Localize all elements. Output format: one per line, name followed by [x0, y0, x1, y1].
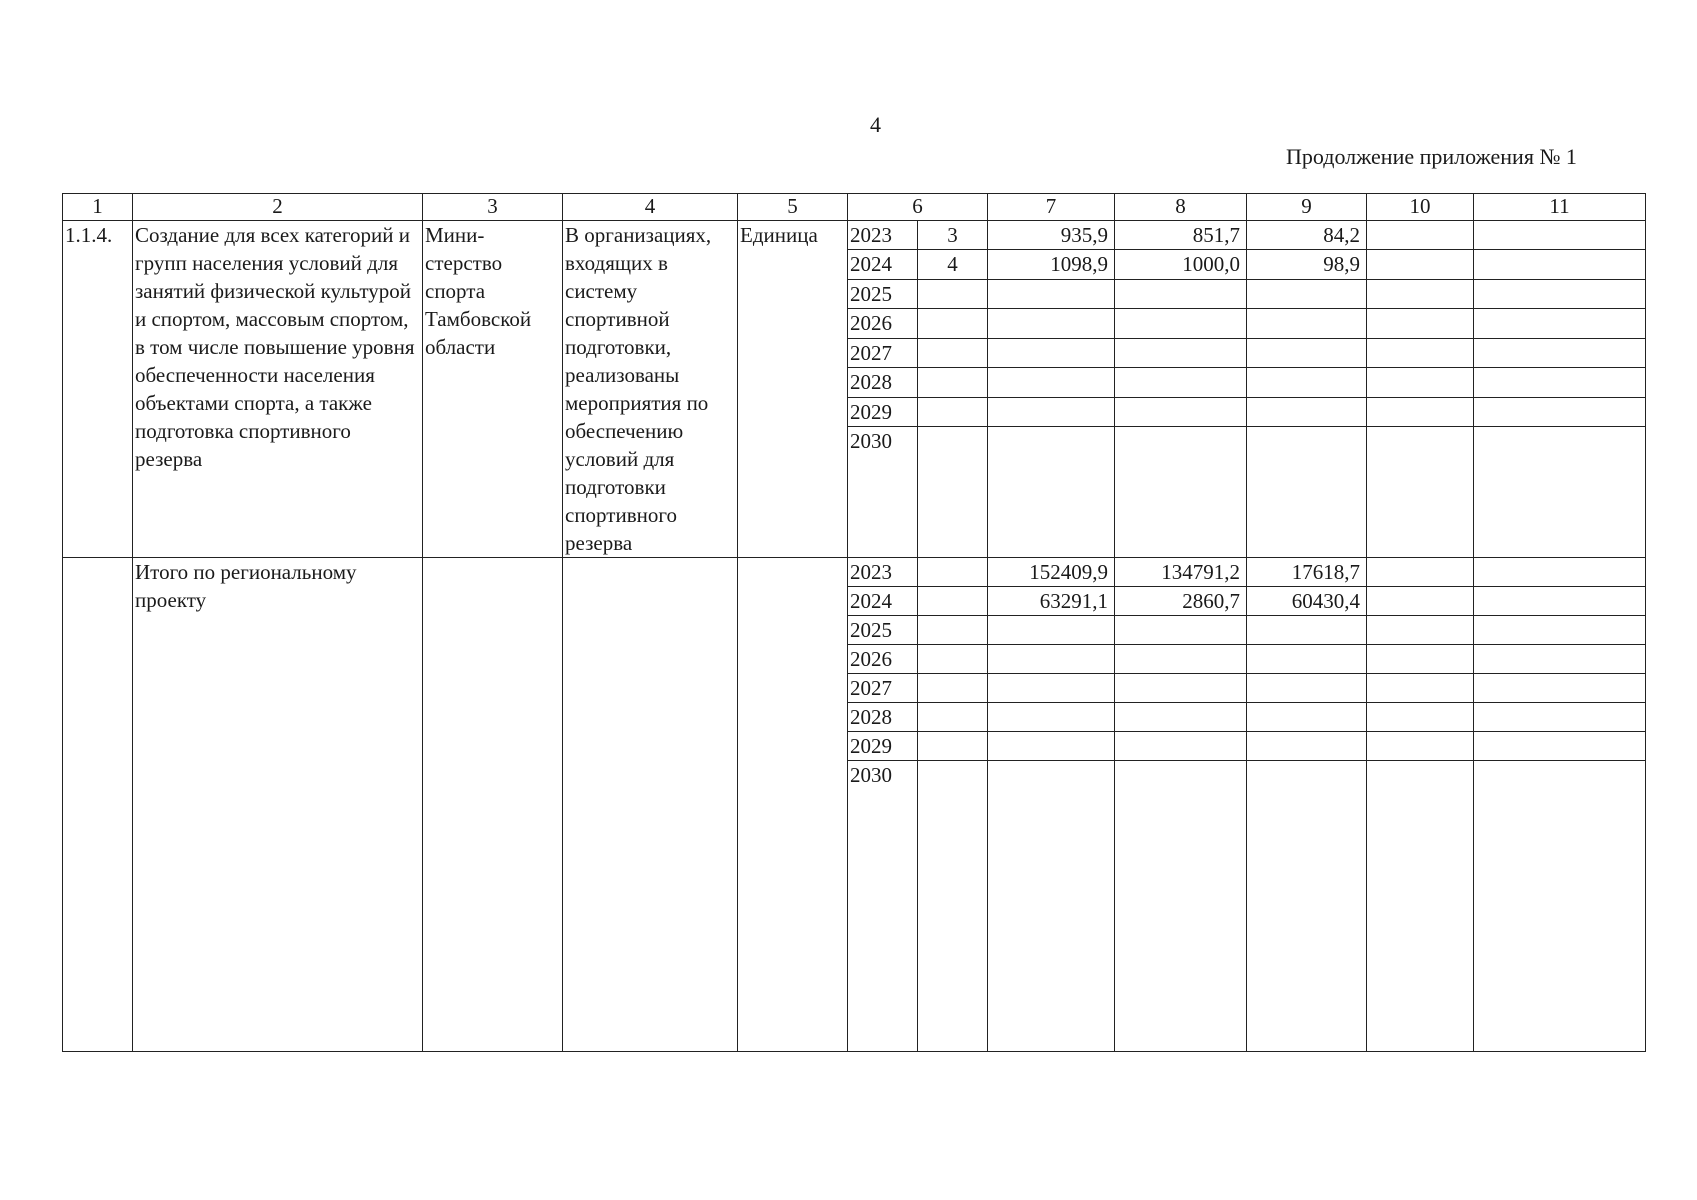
header-col-1: 1	[63, 194, 133, 221]
regional-cell	[1247, 674, 1367, 703]
value-cell	[918, 703, 988, 732]
empty-cell	[1474, 645, 1646, 674]
federal-cell	[1115, 674, 1247, 703]
table-row	[63, 221, 1646, 250]
year-cell: 2024	[848, 250, 918, 279]
section2-result	[563, 558, 738, 1052]
value-cell	[918, 587, 988, 616]
total-cell	[988, 616, 1115, 645]
regional-cell: 98,9	[1247, 250, 1367, 279]
federal-cell	[1115, 426, 1247, 557]
value-cell: 3	[918, 221, 988, 250]
regional-cell	[1247, 732, 1367, 761]
header-col-5: 5	[738, 194, 848, 221]
federal-cell: 851,7	[1115, 221, 1247, 250]
year-cell: 2029	[848, 397, 918, 426]
empty-cell	[1367, 368, 1474, 397]
empty-cell	[1474, 732, 1646, 761]
header-col-6: 6	[848, 194, 988, 221]
empty-cell	[1474, 338, 1646, 367]
federal-cell	[1115, 645, 1247, 674]
regional-cell	[1247, 397, 1367, 426]
continuation-title: Продолжение приложения № 1	[1286, 144, 1577, 169]
regional-cell	[1247, 368, 1367, 397]
empty-cell	[1367, 309, 1474, 338]
empty-cell	[1474, 703, 1646, 732]
regional-cell	[1247, 703, 1367, 732]
regional-cell	[1247, 279, 1367, 308]
empty-cell	[1474, 587, 1646, 616]
empty-cell	[1474, 761, 1646, 1052]
regional-cell	[1247, 309, 1367, 338]
regional-cell	[1247, 338, 1367, 367]
regional-cell: 60430,4	[1247, 587, 1367, 616]
empty-cell	[1367, 674, 1474, 703]
federal-cell: 1000,0	[1115, 250, 1247, 279]
year-cell: 2025	[848, 279, 918, 308]
empty-cell	[1367, 703, 1474, 732]
year-cell: 2027	[848, 674, 918, 703]
empty-cell	[1474, 250, 1646, 279]
total-cell	[988, 674, 1115, 703]
total-cell	[988, 703, 1115, 732]
total-cell	[988, 368, 1115, 397]
regional-cell	[1247, 426, 1367, 557]
federal-cell	[1115, 732, 1247, 761]
header-col-8: 8	[1115, 194, 1247, 221]
section2-name: Итого по региональному проекту	[133, 558, 423, 1052]
year-cell: 2028	[848, 703, 918, 732]
total-cell	[988, 397, 1115, 426]
total-cell: 152409,9	[988, 558, 1115, 587]
year-cell: 2027	[848, 338, 918, 367]
empty-cell	[1367, 761, 1474, 1052]
section1-executor: Мини- стерство спорта Тамбовской области	[423, 221, 563, 558]
federal-cell: 2860,7	[1115, 587, 1247, 616]
empty-cell	[1474, 221, 1646, 250]
total-cell	[988, 338, 1115, 367]
value-cell	[918, 616, 988, 645]
program-table	[62, 193, 1646, 1052]
header-col-4: 4	[563, 194, 738, 221]
empty-cell	[1367, 279, 1474, 308]
header-col-10: 10	[1367, 194, 1474, 221]
value-cell	[918, 426, 988, 557]
empty-cell	[1474, 674, 1646, 703]
total-cell: 1098,9	[988, 250, 1115, 279]
empty-cell	[1367, 250, 1474, 279]
header-col-3: 3	[423, 194, 563, 221]
value-cell	[918, 732, 988, 761]
header-col-7: 7	[988, 194, 1115, 221]
section1-unit: Единица	[738, 221, 848, 558]
empty-cell	[1474, 426, 1646, 557]
value-cell	[918, 674, 988, 703]
empty-cell	[1367, 397, 1474, 426]
value-cell: 4	[918, 250, 988, 279]
empty-cell	[1367, 426, 1474, 557]
value-cell	[918, 338, 988, 367]
value-cell	[918, 397, 988, 426]
federal-cell: 134791,2	[1115, 558, 1247, 587]
federal-cell	[1115, 703, 1247, 732]
regional-cell	[1247, 616, 1367, 645]
federal-cell	[1115, 368, 1247, 397]
empty-cell	[1367, 558, 1474, 587]
total-cell	[988, 761, 1115, 1052]
total-cell: 935,9	[988, 221, 1115, 250]
value-cell	[918, 309, 988, 338]
section1-name: Создание для всех категорий и групп населения условий для занятий физической культурой и спортом, массовым спортом, в том числе повышение уровня обеспеченности населения объектами спорта, а также подготовка спортивного резерва	[133, 221, 423, 558]
regional-cell: 17618,7	[1247, 558, 1367, 587]
empty-cell	[1367, 616, 1474, 645]
section2-executor	[423, 558, 563, 1052]
section2-code	[63, 558, 133, 1052]
empty-cell	[1367, 587, 1474, 616]
empty-cell	[1474, 368, 1646, 397]
value-cell	[918, 279, 988, 308]
year-cell: 2023	[848, 558, 918, 587]
section1-result: В организациях, входящих в систему спортивной подготовки, реализованы мероприятия по обеспечению условий для подготовки спортивного резерва	[563, 221, 738, 558]
federal-cell	[1115, 279, 1247, 308]
empty-cell	[1474, 558, 1646, 587]
empty-cell	[1474, 279, 1646, 308]
regional-cell	[1247, 645, 1367, 674]
section1-code: 1.1.4.	[63, 221, 133, 558]
total-cell	[988, 309, 1115, 338]
value-cell	[918, 558, 988, 587]
federal-cell	[1115, 616, 1247, 645]
value-cell	[918, 645, 988, 674]
total-cell	[988, 279, 1115, 308]
year-cell: 2023	[848, 221, 918, 250]
table-row	[63, 558, 1646, 587]
total-cell	[988, 426, 1115, 557]
total-cell	[988, 645, 1115, 674]
empty-cell	[1367, 732, 1474, 761]
year-cell: 2024	[848, 587, 918, 616]
federal-cell	[1115, 309, 1247, 338]
section2-unit	[738, 558, 848, 1052]
total-cell	[988, 732, 1115, 761]
empty-cell	[1367, 338, 1474, 367]
regional-cell: 84,2	[1247, 221, 1367, 250]
year-cell: 2028	[848, 368, 918, 397]
empty-cell	[1367, 645, 1474, 674]
year-cell: 2029	[848, 732, 918, 761]
empty-cell	[1474, 309, 1646, 338]
empty-cell	[1367, 221, 1474, 250]
year-cell: 2030	[848, 761, 918, 1052]
value-cell	[918, 368, 988, 397]
federal-cell	[1115, 338, 1247, 367]
year-cell: 2026	[848, 309, 918, 338]
federal-cell	[1115, 761, 1247, 1052]
year-cell: 2030	[848, 426, 918, 557]
federal-cell	[1115, 397, 1247, 426]
total-cell: 63291,1	[988, 587, 1115, 616]
page-number: 4	[870, 112, 881, 137]
empty-cell	[1474, 397, 1646, 426]
empty-cell	[1474, 616, 1646, 645]
value-cell	[918, 761, 988, 1052]
year-cell: 2026	[848, 645, 918, 674]
year-cell: 2025	[848, 616, 918, 645]
header-col-9: 9	[1247, 194, 1367, 221]
regional-cell	[1247, 761, 1367, 1052]
header-row	[63, 194, 1646, 221]
header-col-2: 2	[133, 194, 423, 221]
header-col-11: 11	[1474, 194, 1646, 221]
